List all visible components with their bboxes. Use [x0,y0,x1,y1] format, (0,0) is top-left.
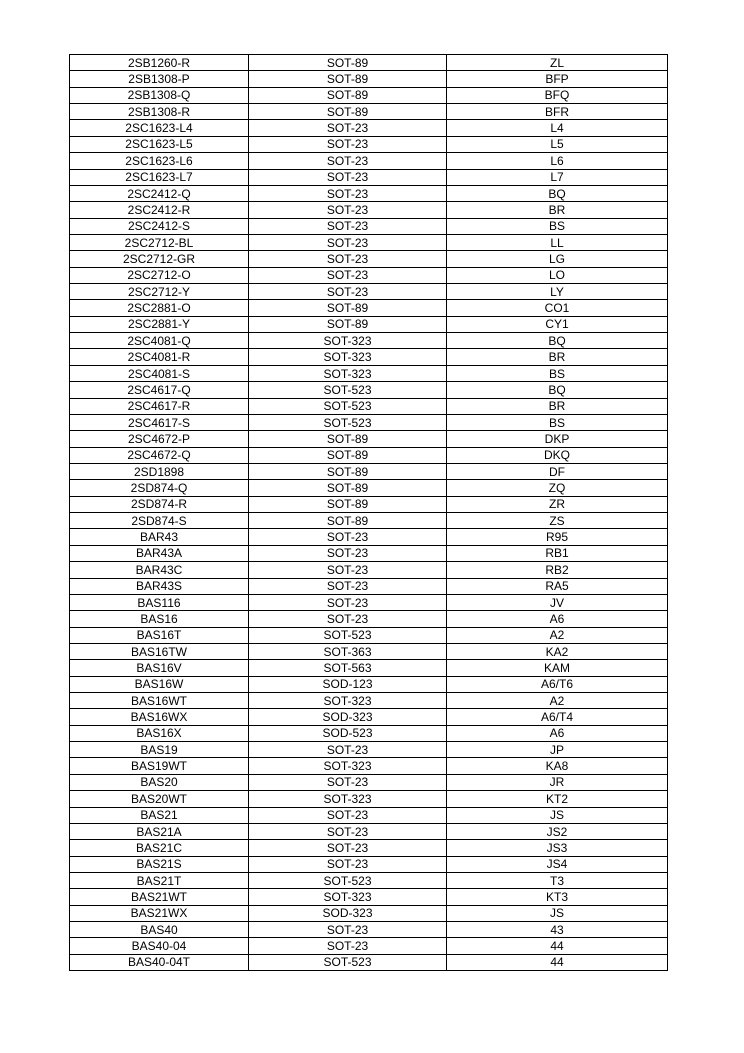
marking-code-cell: A6/T4 [447,709,668,725]
marking-code-cell: A2 [447,693,668,709]
package-cell: SOT-23 [249,578,447,594]
table-row [70,365,668,381]
marking-code-cell: LO [447,267,668,283]
package-cell: SOT-23 [249,742,447,758]
marking-code-cell: T3 [447,872,668,888]
marking-code-cell: BR [447,202,668,218]
table-row [70,643,668,659]
package-cell: SOT-89 [249,71,447,87]
package-cell: SOT-23 [249,856,447,872]
package-cell: SOD-523 [249,725,447,741]
part-number-cell: 2SC2712-O [70,267,249,283]
marking-code-cell: A6 [447,611,668,627]
part-number-cell: BAR43A [70,545,249,561]
marking-code-cell: BS [447,414,668,430]
parts-marking-table [69,54,668,971]
marking-code-cell: KT3 [447,889,668,905]
part-number-cell: BAS21 [70,807,249,823]
marking-code-cell: DF [447,463,668,479]
package-cell: SOT-89 [249,480,447,496]
marking-code-cell: 44 [447,938,668,954]
part-number-cell: BAS16WX [70,709,249,725]
table-row [70,578,668,594]
part-number-cell: 2SC4617-Q [70,382,249,398]
part-number-cell: 2SB1308-P [70,71,249,87]
part-number-cell: 2SD874-R [70,496,249,512]
marking-code-cell: A6/T6 [447,676,668,692]
table-row [70,218,668,234]
package-cell: SOT-89 [249,104,447,120]
package-cell: SOT-89 [249,447,447,463]
package-cell: SOT-89 [249,300,447,316]
marking-code-cell: ZL [447,55,668,71]
table-row [70,774,668,790]
table-row [70,284,668,300]
part-number-cell: 2SC2712-Y [70,284,249,300]
table-row [70,856,668,872]
table-row [70,496,668,512]
package-cell: SOD-323 [249,905,447,921]
marking-code-cell: JP [447,742,668,758]
marking-code-cell: KT2 [447,791,668,807]
package-cell: SOT-323 [249,349,447,365]
marking-code-cell: JV [447,594,668,610]
part-number-cell: BAS16W [70,676,249,692]
table-row [70,758,668,774]
marking-code-cell: CY1 [447,316,668,332]
package-cell: SOT-363 [249,643,447,659]
part-number-cell: BAR43 [70,529,249,545]
package-cell: SOT-523 [249,382,447,398]
package-cell: SOT-23 [249,169,447,185]
package-cell: SOT-23 [249,545,447,561]
table-row [70,169,668,185]
package-cell: SOT-89 [249,431,447,447]
table-row [70,104,668,120]
marking-code-cell: RB2 [447,562,668,578]
marking-code-cell: DKP [447,431,668,447]
part-number-cell: 2SD874-S [70,513,249,529]
part-number-cell: BAS16TW [70,643,249,659]
table-row [70,234,668,250]
part-number-cell: 2SC2712-BL [70,234,249,250]
part-number-cell: 2SB1260-R [70,55,249,71]
part-number-cell: BAS20 [70,774,249,790]
marking-code-cell: JS3 [447,840,668,856]
table-row [70,889,668,905]
table-row [70,153,668,169]
part-number-cell: 2SC4617-S [70,414,249,430]
package-cell: SOT-523 [249,872,447,888]
marking-code-cell: A6 [447,725,668,741]
marking-code-cell: DKQ [447,447,668,463]
marking-code-cell: L7 [447,169,668,185]
package-cell: SOT-89 [249,316,447,332]
table-row [70,136,668,152]
part-number-cell: BAS16T [70,627,249,643]
package-cell: SOT-523 [249,627,447,643]
table-row [70,529,668,545]
marking-code-cell: ZR [447,496,668,512]
table-row [70,71,668,87]
part-number-cell: 2SD1898 [70,463,249,479]
marking-code-cell: LL [447,234,668,250]
marking-code-cell: 44 [447,954,668,970]
package-cell: SOT-23 [249,562,447,578]
table-row [70,87,668,103]
table-row [70,742,668,758]
part-number-cell: BAR43S [70,578,249,594]
package-cell: SOT-23 [249,202,447,218]
package-cell: SOT-23 [249,284,447,300]
marking-code-cell: BS [447,365,668,381]
table-row [70,447,668,463]
part-number-cell: 2SC2412-R [70,202,249,218]
package-cell: SOT-23 [249,611,447,627]
package-cell: SOT-23 [249,153,447,169]
part-number-cell: 2SC1623-L6 [70,153,249,169]
part-number-cell: 2SC1623-L4 [70,120,249,136]
part-number-cell: 2SC2712-GR [70,251,249,267]
table-row [70,938,668,954]
package-cell: SOT-89 [249,87,447,103]
package-cell: SOT-23 [249,774,447,790]
table-row [70,627,668,643]
package-cell: SOT-23 [249,922,447,938]
package-cell: SOD-123 [249,676,447,692]
marking-code-cell: KAM [447,660,668,676]
table-row [70,872,668,888]
part-number-cell: BAS21WT [70,889,249,905]
marking-code-cell: A2 [447,627,668,643]
table-row [70,333,668,349]
table-row [70,905,668,921]
package-cell: SOD-323 [249,709,447,725]
package-cell: SOT-89 [249,513,447,529]
package-cell: SOT-323 [249,889,447,905]
part-number-cell: 2SC2412-Q [70,185,249,201]
marking-code-cell: JS2 [447,823,668,839]
package-cell: SOT-23 [249,807,447,823]
part-number-cell: BAR43C [70,562,249,578]
part-number-cell: 2SB1308-R [70,104,249,120]
part-number-cell: 2SC2412-S [70,218,249,234]
part-number-cell: BAS19WT [70,758,249,774]
marking-code-cell: JS4 [447,856,668,872]
table-row [70,251,668,267]
package-cell: SOT-89 [249,496,447,512]
part-number-cell: BAS19 [70,742,249,758]
marking-code-cell: JS [447,905,668,921]
table-row [70,202,668,218]
part-number-cell: BAS16 [70,611,249,627]
table-row [70,349,668,365]
table-row [70,398,668,414]
marking-code-cell: KA2 [447,643,668,659]
marking-code-cell: 43 [447,922,668,938]
package-cell: SOT-523 [249,414,447,430]
part-number-cell: 2SB1308-Q [70,87,249,103]
part-number-cell: BAS21WX [70,905,249,921]
table-row [70,562,668,578]
marking-code-cell: BQ [447,185,668,201]
package-cell: SOT-23 [249,938,447,954]
package-cell: SOT-23 [249,185,447,201]
part-number-cell: BAS16WT [70,693,249,709]
table-row [70,807,668,823]
table-row [70,594,668,610]
marking-code-cell: ZS [447,513,668,529]
part-number-cell: 2SC4672-P [70,431,249,447]
marking-code-cell: BFQ [447,87,668,103]
table-row [70,316,668,332]
table-row [70,480,668,496]
table-row [70,545,668,561]
marking-code-cell: JS [447,807,668,823]
marking-code-cell: R95 [447,529,668,545]
package-cell: SOT-523 [249,954,447,970]
table-row [70,55,668,71]
table-row [70,954,668,970]
package-cell: SOT-323 [249,758,447,774]
marking-code-cell: JR [447,774,668,790]
table-row [70,611,668,627]
part-number-cell: BAS40 [70,922,249,938]
marking-code-cell: L4 [447,120,668,136]
part-number-cell: 2SC4672-Q [70,447,249,463]
part-number-cell: BAS21S [70,856,249,872]
part-number-cell: BAS40-04 [70,938,249,954]
package-cell: SOT-23 [249,529,447,545]
part-number-cell: BAS16V [70,660,249,676]
part-number-cell: 2SC4081-S [70,365,249,381]
package-cell: SOT-89 [249,55,447,71]
table-row [70,660,668,676]
part-number-cell: 2SC2881-Y [70,316,249,332]
marking-code-cell: L5 [447,136,668,152]
package-cell: SOT-23 [249,823,447,839]
marking-code-cell: RB1 [447,545,668,561]
package-cell: SOT-23 [249,594,447,610]
marking-code-cell: KA8 [447,758,668,774]
package-cell: SOT-523 [249,398,447,414]
marking-code-cell: ZQ [447,480,668,496]
package-cell: SOT-23 [249,840,447,856]
part-number-cell: BAS40-04T [70,954,249,970]
table-row [70,513,668,529]
table-row [70,823,668,839]
part-number-cell: BAS16X [70,725,249,741]
marking-code-cell: BS [447,218,668,234]
table-row [70,300,668,316]
part-number-cell: 2SC4081-R [70,349,249,365]
part-number-cell: 2SC1623-L7 [70,169,249,185]
table-row [70,120,668,136]
marking-code-cell: BR [447,398,668,414]
package-cell: SOT-23 [249,267,447,283]
table-row [70,693,668,709]
part-number-cell: 2SC1623-L5 [70,136,249,152]
marking-code-cell: L6 [447,153,668,169]
marking-code-cell: BR [447,349,668,365]
table-row [70,725,668,741]
table-row [70,414,668,430]
part-number-cell: 2SC2881-O [70,300,249,316]
marking-code-cell: LY [447,284,668,300]
package-cell: SOT-23 [249,234,447,250]
marking-code-cell: CO1 [447,300,668,316]
table-row [70,382,668,398]
package-cell: SOT-23 [249,218,447,234]
part-number-cell: BAS20WT [70,791,249,807]
part-number-cell: BAS21T [70,872,249,888]
package-cell: SOT-323 [249,333,447,349]
package-cell: SOT-23 [249,251,447,267]
package-cell: SOT-23 [249,136,447,152]
package-cell: SOT-323 [249,693,447,709]
part-number-cell: 2SC4081-Q [70,333,249,349]
parts-table-body [70,55,668,971]
package-cell: SOT-323 [249,365,447,381]
table-row [70,791,668,807]
part-number-cell: BAS116 [70,594,249,610]
package-cell: SOT-563 [249,660,447,676]
marking-code-cell: BFR [447,104,668,120]
table-row [70,431,668,447]
marking-code-cell: RA5 [447,578,668,594]
table-row [70,840,668,856]
marking-code-cell: LG [447,251,668,267]
package-cell: SOT-23 [249,120,447,136]
part-number-cell: 2SD874-Q [70,480,249,496]
part-number-cell: BAS21A [70,823,249,839]
part-number-cell: 2SC4617-R [70,398,249,414]
marking-code-cell: BQ [447,333,668,349]
package-cell: SOT-323 [249,791,447,807]
table-row [70,709,668,725]
marking-code-cell: BQ [447,382,668,398]
table-row [70,922,668,938]
marking-code-cell: BFP [447,71,668,87]
table-row [70,267,668,283]
table-row [70,676,668,692]
package-cell: SOT-89 [249,463,447,479]
table-row [70,185,668,201]
part-number-cell: BAS21C [70,840,249,856]
table-row [70,463,668,479]
